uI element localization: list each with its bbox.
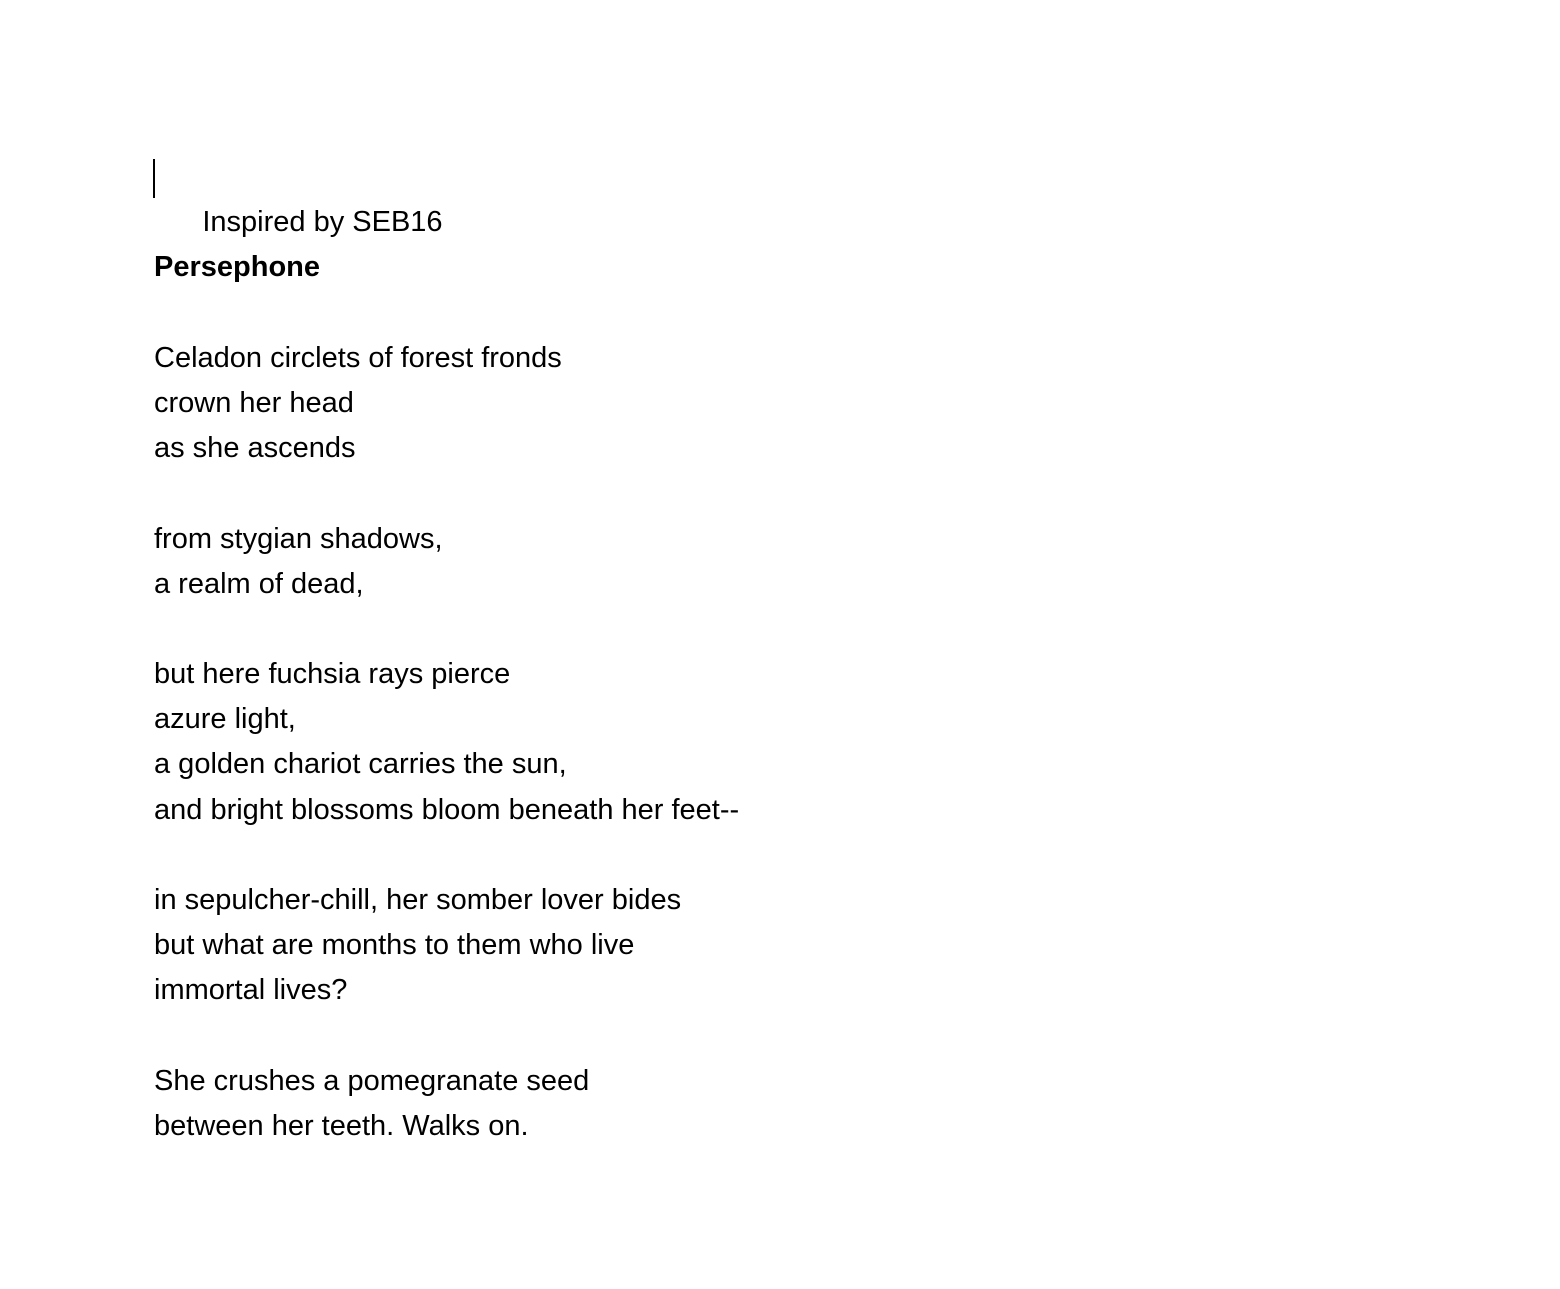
poem-line: She crushes a pomegranate seed bbox=[154, 1064, 590, 1097]
blank-line bbox=[154, 471, 1454, 516]
blank-line bbox=[154, 607, 1454, 652]
poem-line: between her teeth. Walks on. bbox=[154, 1109, 529, 1142]
blank-line bbox=[154, 833, 1454, 878]
header-text: Inspired by SEB16 bbox=[202, 206, 443, 239]
poem-line: a golden chariot carries the sun, bbox=[154, 748, 567, 781]
blank-line bbox=[154, 291, 1454, 336]
poem-line: in sepulcher-chill, her somber lover bides bbox=[154, 884, 682, 916]
poem-title: Persephone bbox=[154, 251, 320, 284]
poem-line: azure light, bbox=[154, 703, 296, 736]
poem-line: as she ascends bbox=[154, 432, 356, 465]
poem-line: a realm of dead, bbox=[154, 567, 364, 600]
poem-line: from stygian shadows, bbox=[154, 522, 443, 555]
poem-line: and bright blossoms bloom beneath her feet-- bbox=[154, 793, 740, 826]
poem-line: crown her head bbox=[154, 386, 354, 419]
poem-line: but what are months to them who live bbox=[154, 929, 635, 962]
poem-line: but here fuchsia rays pierce bbox=[154, 658, 511, 691]
document-body[interactable] bbox=[154, 155, 1454, 1149]
header-line[interactable] bbox=[154, 155, 1454, 239]
poem-line: immortal lives? bbox=[154, 974, 348, 1007]
blank-line bbox=[154, 1014, 1454, 1059]
poem-line: Celadon circlets of forest fronds bbox=[154, 341, 562, 374]
text-cursor bbox=[153, 159, 155, 198]
